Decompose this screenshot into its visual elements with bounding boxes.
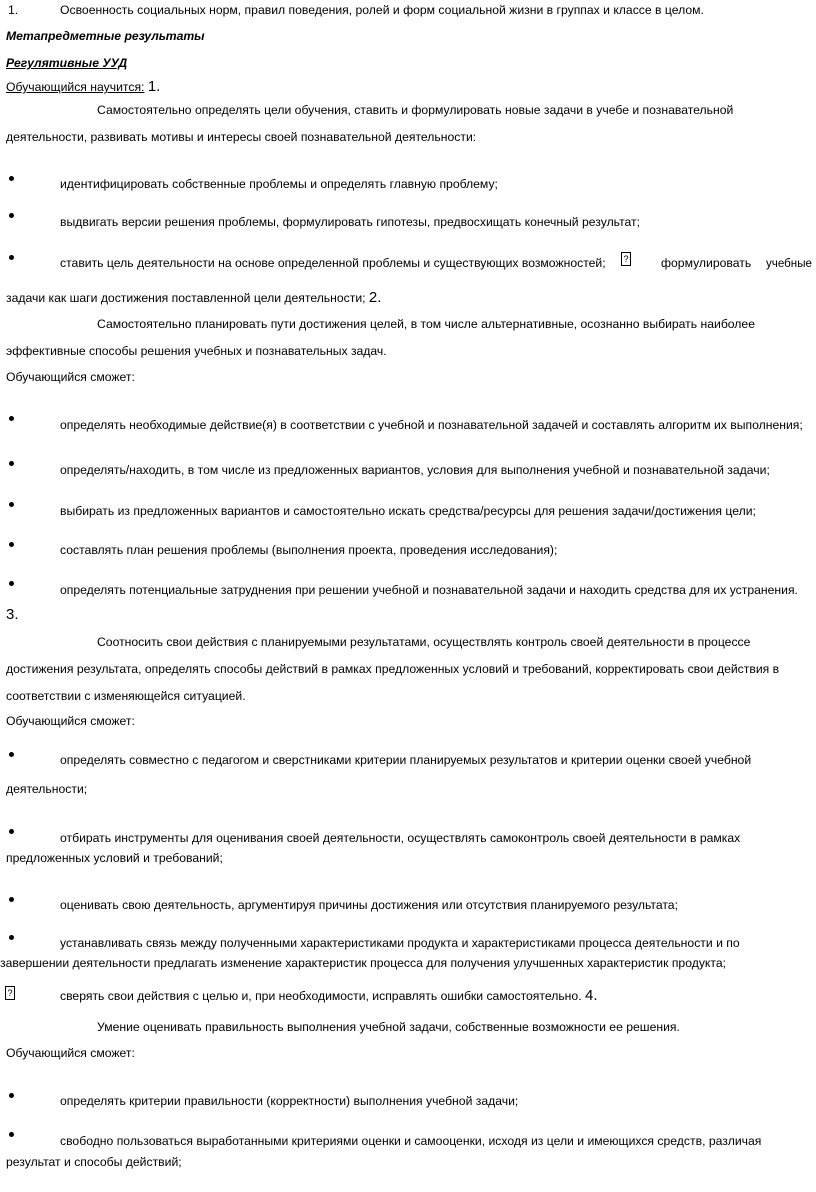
- section4-item-1: определять критерии правильности (корректности) выполнения учебной задачи;: [60, 1094, 519, 1108]
- section2-number: 2.: [368, 289, 382, 306]
- section4-intro-line1: Умение оценивать правильность выполнения учебной задачи, собственные возможности ее решения.: [97, 1020, 680, 1034]
- section3-number: 3.: [6, 606, 19, 623]
- section3-intro-line2: достижения результата, определять способы действий в рамках предложенных условий и требований, корректировать свои действия в: [6, 662, 780, 676]
- bullet-icon: [9, 1093, 14, 1098]
- section3-will-be-able: Обучающийся сможет:: [6, 714, 135, 728]
- bullet-icon: [9, 897, 14, 902]
- bullet-icon: [9, 176, 14, 181]
- missing-glyph-icon: ?: [5, 986, 15, 1000]
- bullet-icon: [9, 752, 14, 757]
- section1-intro-line2: деятельности, развивать мотивы и интересы своей познавательной деятельности:: [6, 130, 477, 144]
- section1-intro-line1: Самостоятельно определять цели обучения, ставить и формулировать новые задачи в учебе и познавательной: [97, 103, 734, 117]
- section3-item-4-line2: завершении деятельности предлагать изменение характеристик процесса для получения улучшенных характеристик продукта;: [0, 956, 727, 970]
- section3-intro-line1: Соотносить свои действия с планируемыми результатами, осуществлять контроль своей деятельности в процессе: [97, 635, 751, 649]
- bullet-icon: [9, 502, 14, 507]
- section1-item-2: выдвигать версии решения проблемы, формулировать гипотезы, предвосхищать конечный результат;: [60, 215, 640, 229]
- section2-intro-line2: эффективные способы решения учебных и познавательных задач.: [6, 344, 387, 358]
- header-item-text: Освоенность социальных норм, правил поведения, ролей и форм социальной жизни в группах и классе в целом.: [60, 3, 704, 17]
- missing-glyph-icon: ?: [621, 252, 631, 266]
- section2-item-1: определять необходимые действие(я) в соответствии с учебной и познавательной задачей и составлять алгоритм их выполнения;: [60, 418, 803, 432]
- section2-intro-line1: Самостоятельно планировать пути достижения целей, в том числе альтернативные, осознанно выбирать наиболее: [97, 317, 755, 331]
- section1-number: 1.: [147, 78, 161, 95]
- bullet-icon: [9, 1132, 14, 1137]
- bullet-icon: [9, 581, 14, 586]
- section3-item-1-line1: определять совместно с педагогом и сверстниками критерии планируемых результатов и критерии оценки своей учебной: [60, 753, 752, 767]
- section4-item-2-line1: свободно пользоваться выработанными критериями оценки и самооценки, исходя из цели и имеющихся средств, различая: [60, 1134, 762, 1148]
- section2-item-5: определять потенциальные затруднения при решении учебной и познавательной задачи и находить средства для их устранения.: [60, 583, 798, 597]
- learner-will-learn-text: Обучающийся научится:: [6, 80, 145, 94]
- section1-item-4-line2: задачи как шаги достижения поставленной цели деятельности;: [6, 291, 366, 305]
- section2-item-3: выбирать из предложенных вариантов и самостоятельно искать средства/ресурсы для решения задачи/достижения цели;: [60, 504, 756, 518]
- bullet-icon: [9, 255, 14, 260]
- section2-item-2: определять/находить, в том числе из предложенных вариантов, условия для выполнения учебной и познавательной задачи;: [60, 463, 770, 477]
- section3-item-5-wrap: [60, 988, 598, 1004]
- bullet-icon: [9, 416, 14, 421]
- section1-item-4-part2: учебные: [766, 257, 812, 270]
- section3-intro-line3: соответствии с изменяющейся ситуацией.: [6, 689, 246, 703]
- metapredmet-heading: Метапредметные результаты: [6, 29, 205, 43]
- section4-item-2-line2: результат и способы действий;: [6, 1155, 182, 1169]
- section3-item-5: сверять свои действия с целью и, при необходимости, исправлять ошибки самостоятельно.: [60, 989, 582, 1003]
- header-item-number: 1.: [8, 3, 19, 17]
- bullet-icon: [9, 829, 14, 834]
- learner-will-learn-label: [6, 79, 160, 95]
- section3-item-3: оценивать свою деятельность, аргументируя причины достижения или отсутствия планируемого результата;: [60, 898, 678, 912]
- section4-will-be-able: Обучающийся сможет:: [6, 1046, 135, 1060]
- section4-number: 4.: [584, 987, 598, 1004]
- section1-item-4-part1: формулировать: [661, 256, 752, 270]
- section3-item-2-line1: отбирать инструменты для оценивания своей деятельности, осуществлять самоконтроль своей деятельности в рамках: [60, 831, 741, 845]
- section1-item-1: идентифицировать собственные проблемы и определять главную проблему;: [60, 177, 498, 191]
- bullet-icon: [9, 542, 14, 547]
- section1-item-3: ставить цель деятельности на основе определенной проблемы и существующих возможностей;: [60, 256, 606, 270]
- section2-will-be-able: Обучающийся сможет:: [6, 370, 135, 384]
- bullet-icon: [9, 935, 14, 940]
- bullet-icon: [9, 213, 14, 218]
- section3-item-4-line1: устанавливать связь между полученными характеристиками продукта и характеристиками процесса деятельности и по: [60, 936, 740, 950]
- section2-item-4: составлять план решения проблемы (выполнения проекта, проведения исследования);: [60, 543, 558, 557]
- bullet-icon: [9, 461, 14, 466]
- regulative-heading: Регулятивные УУД: [6, 56, 128, 70]
- section1-item-4-line2-wrap: [6, 290, 381, 306]
- section3-item-2-line2: предложенных условий и требований;: [6, 851, 223, 865]
- section3-item-1-line2: деятельности;: [6, 782, 88, 796]
